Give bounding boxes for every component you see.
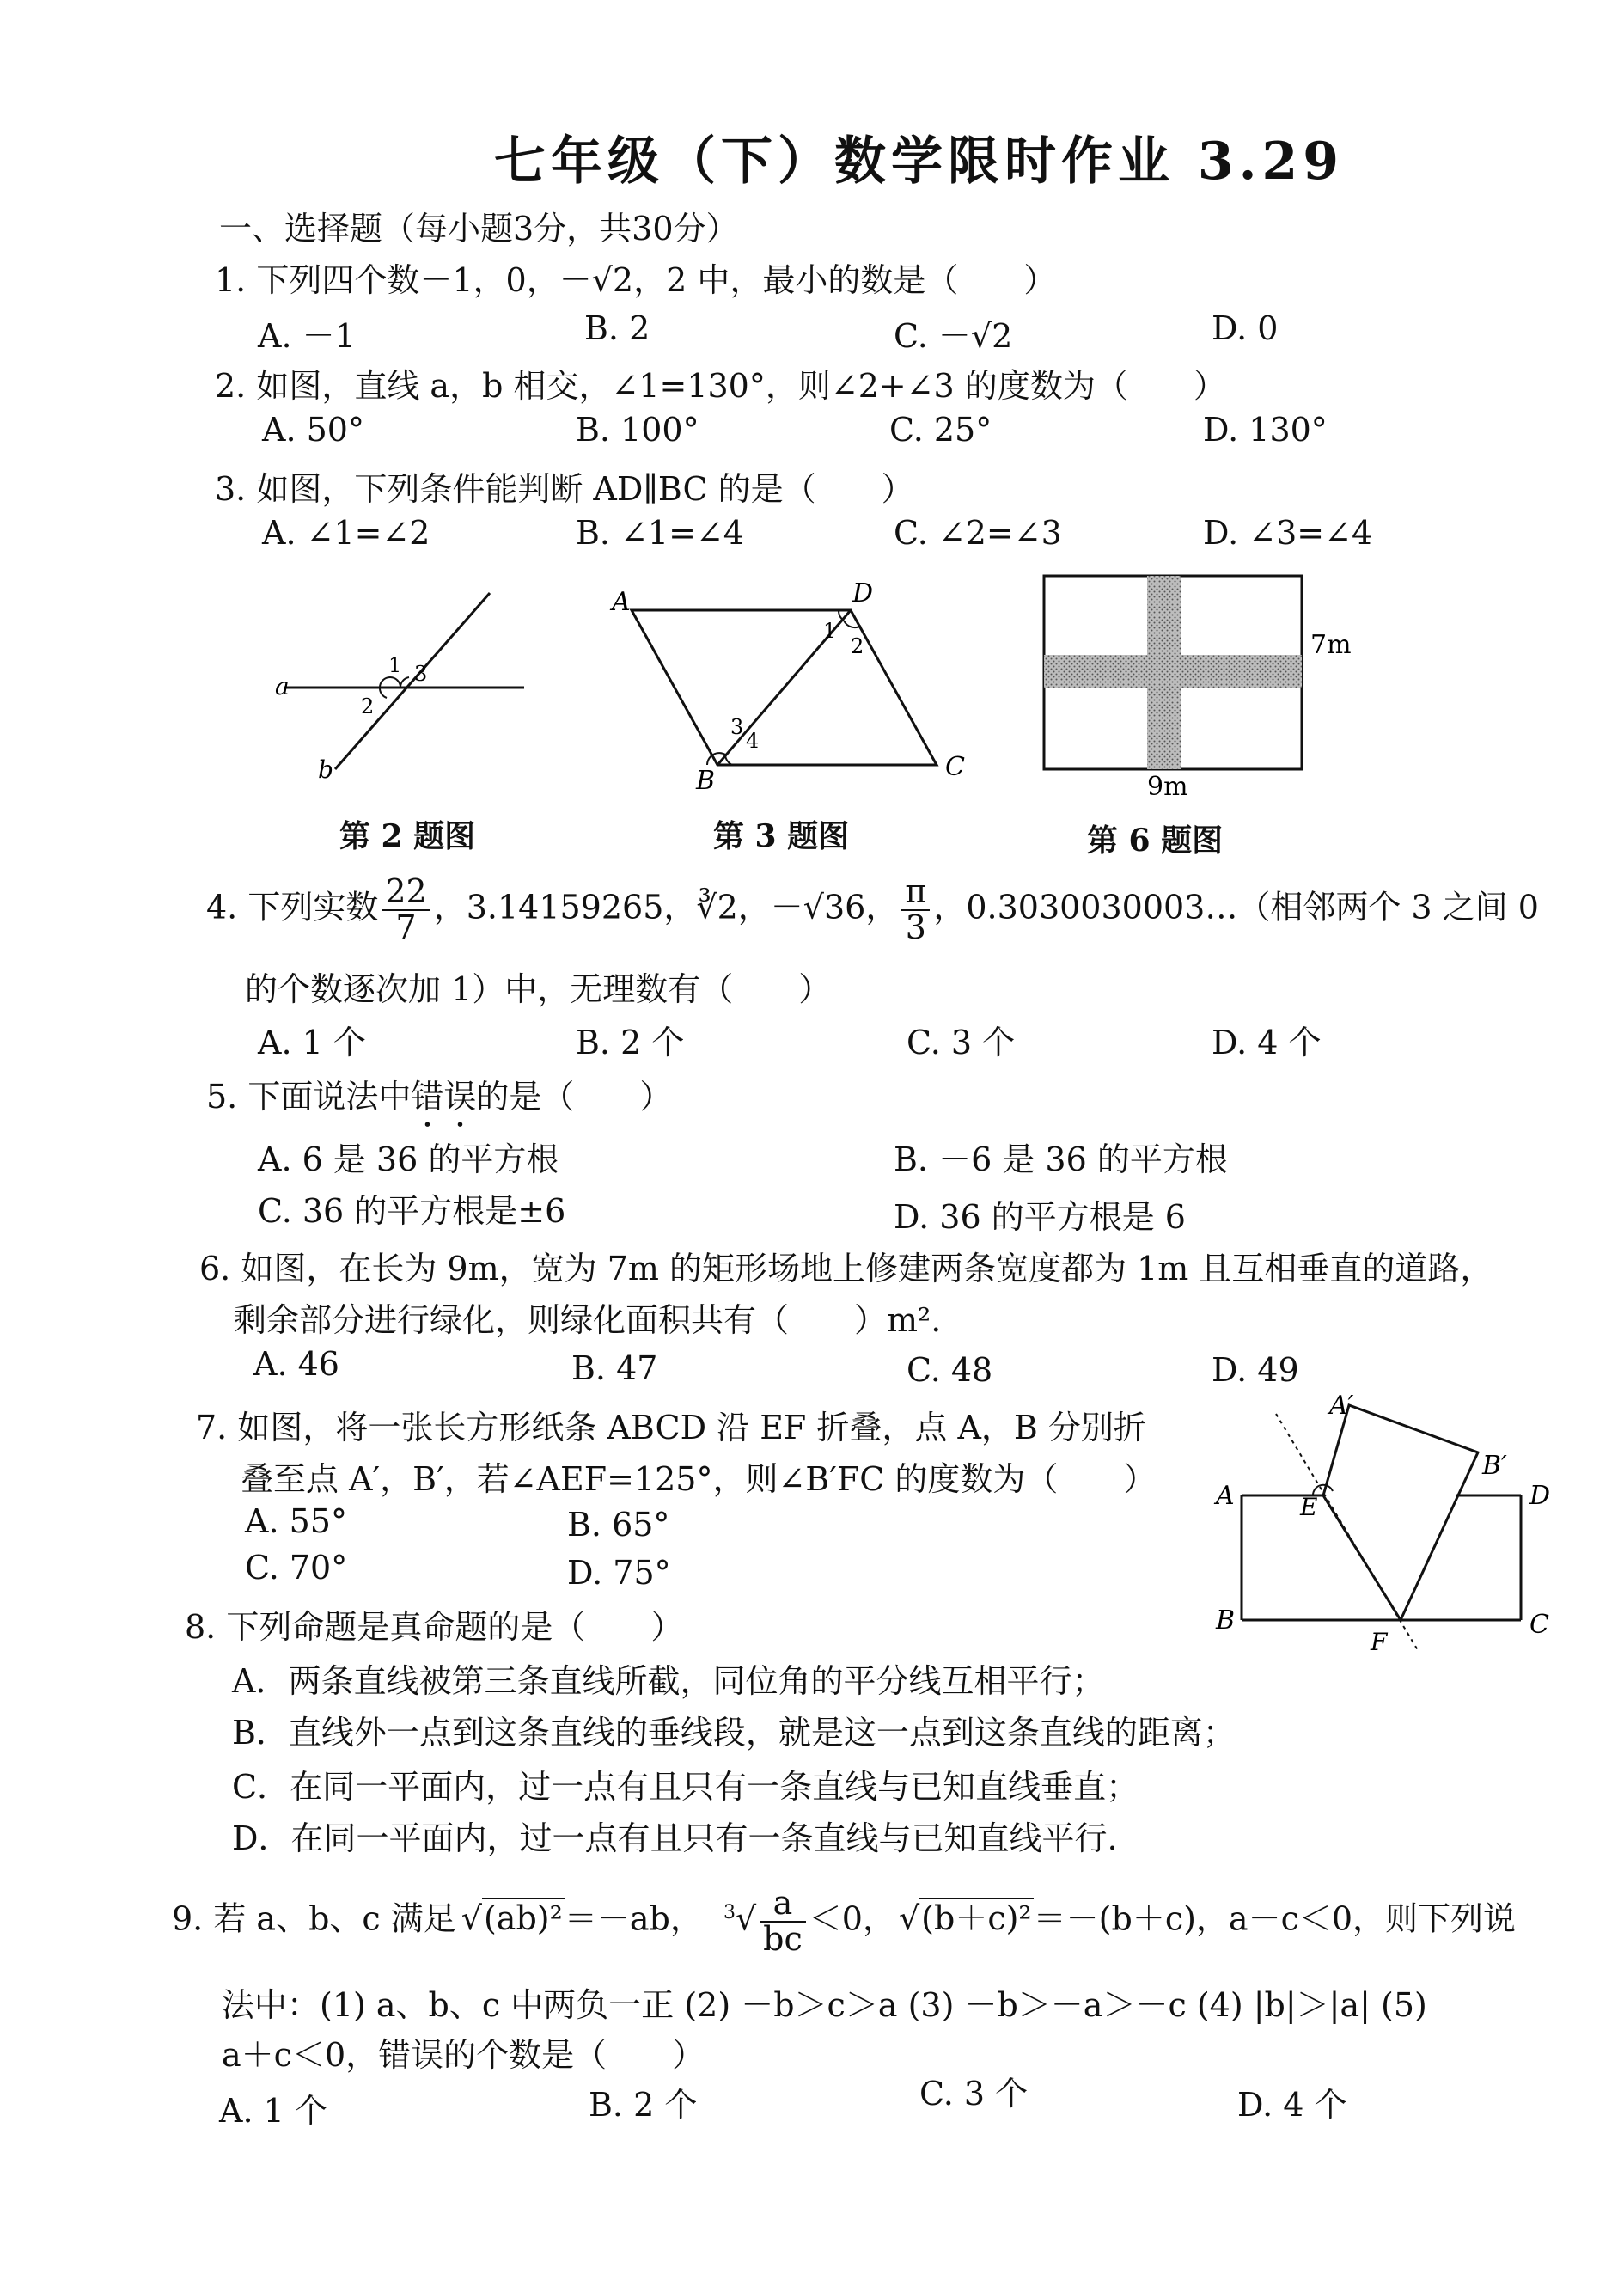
q9-d: ＝－(b＋c)，a－c＜0，则下列说 <box>1033 1899 1517 1938</box>
q3-option-b: B. ∠1=∠4 <box>576 514 744 552</box>
angle-1-label: 1 <box>388 653 402 677</box>
q9-option-c: C. 3 个 <box>919 2075 1029 2113</box>
q4-option-d: D. 4 个 <box>1212 1024 1322 1061</box>
q5-stem <box>206 1070 672 1134</box>
q8-option-d: D．在同一平面内，过一点有且只有一条直线与已知直线平行. <box>232 1819 1118 1857</box>
width-label: 9m <box>1147 772 1188 799</box>
q8-option-a: A．两条直线被第三条直线所截，同位角的平分线互相平行； <box>232 1662 1105 1700</box>
q6-option-c: C. 48 <box>907 1351 993 1389</box>
label-A: A <box>612 587 631 617</box>
angle-2-label: 2 <box>851 634 864 658</box>
label-A-prime: A′ <box>1329 1391 1354 1421</box>
label-B-prime: B′ <box>1482 1451 1507 1481</box>
q3-option-c: C. ∠2=∠3 <box>894 514 1062 552</box>
q4-part1: 4. 下列实数 <box>206 888 379 926</box>
q4-line1 <box>206 872 1539 946</box>
section-heading: 一、选择题（每小题3分，共30分） <box>219 210 739 248</box>
q1-option-d: D. 0 <box>1212 309 1279 347</box>
q4-option-c: C. 3 个 <box>907 1024 1016 1061</box>
figure-3-caption: 第 3 题图 <box>713 818 850 854</box>
q3-option-a: A. ∠1=∠2 <box>262 514 430 552</box>
figure-2-intersecting-lines <box>258 584 541 791</box>
q1-option-a: A. －1 <box>258 317 356 355</box>
q7-option-b: B. 65° <box>567 1506 670 1544</box>
angle-2-label: 2 <box>361 694 375 718</box>
angle-3-label: 3 <box>414 662 428 686</box>
q9-a: 9. 若 a、b、c 满足 <box>172 1899 456 1938</box>
q9-option-a: A. 1 个 <box>219 2092 327 2130</box>
q5-option-c: C. 36 的平方根是±6 <box>258 1192 566 1230</box>
q4-fraction <box>382 872 430 946</box>
q7-line1: 7. 如图，将一张长方形纸条 ABCD 沿 EF 折叠，点 A，B 分别折 <box>196 1409 1146 1446</box>
q7-option-a: A. 55° <box>245 1502 347 1540</box>
q4-option-b: B. 2 个 <box>576 1024 685 1061</box>
figure-2-caption: 第 2 题图 <box>339 818 476 854</box>
label-F: F <box>1371 1628 1388 1656</box>
q9-c: ＜0， <box>809 1899 895 1938</box>
q5-option-d: D. 36 的平方根是 6 <box>894 1198 1186 1236</box>
label-E: E <box>1300 1493 1318 1521</box>
q4-pi-fraction <box>901 872 930 946</box>
label-B: B <box>1216 1605 1236 1636</box>
horizontal-road <box>1044 655 1302 688</box>
q5-emphasis: 错误 <box>411 1078 477 1116</box>
q6-line2: 剩余部分进行绿化，则绿化面积共有（ ）m². <box>234 1301 942 1339</box>
figure-6-rectangle-field <box>1027 567 1371 799</box>
q9-line2: 法中：(1) a、b、c 中两负一正 (2) －b＞c＞a (3) －b＞－a＞－c (4) |b|＞|a| (5) <box>222 1986 1427 2024</box>
q4-pi-den: 3 <box>905 908 926 946</box>
q7-line2: 叠至点 A′，B′，若∠AEF=125°，则∠B′FC 的度数为（ ） <box>241 1460 1157 1498</box>
q2-option-c: C. 25° <box>889 411 992 449</box>
q5-option-b: B. －6 是 36 的平方根 <box>894 1140 1228 1178</box>
q2-option-d: D. 130° <box>1203 411 1328 449</box>
label-D: D <box>852 578 874 608</box>
q9-line3: a＋c＜0，错误的个数是（ ） <box>222 2036 705 2074</box>
q3-stem: 3. 如图，下列条件能判断 AD∥BC 的是（ ） <box>215 470 914 508</box>
q6-option-d: D. 49 <box>1212 1351 1299 1389</box>
q4-frac-den: 7 <box>395 908 417 946</box>
label-C: C <box>945 752 965 782</box>
angle-1-label: 1 <box>823 619 837 643</box>
q1-option-c: C. －√2 <box>894 317 1013 355</box>
q9-frac-den: bc <box>763 1919 803 1958</box>
q3-option-d: D. ∠3=∠4 <box>1203 514 1373 552</box>
q5-pre: 5. 下面说法中 <box>206 1078 412 1116</box>
q7-option-d: D. 75° <box>567 1554 671 1592</box>
q1-stem: 1. 下列四个数－1，0，－√2，2 中，最小的数是（ ） <box>215 261 1057 299</box>
q4-frac-num: 22 <box>382 875 430 911</box>
height-label: 7m <box>1310 630 1352 660</box>
q9-option-d: D. 4 个 <box>1237 2086 1347 2124</box>
q8-option-b: B．直线外一点到这条直线的垂线段，就是这一点到这条直线的距离； <box>232 1714 1236 1752</box>
figure-3-parallelogram <box>593 576 980 791</box>
q8-option-c: C．在同一平面内，过一点有且只有一条直线与已知直线垂直； <box>232 1768 1139 1806</box>
angle-3-label: 3 <box>730 715 744 739</box>
q8-stem: 8. 下列命题是真命题的是（ ） <box>185 1608 684 1646</box>
q2-option-b: B. 100° <box>576 411 699 449</box>
q7-option-c: C. 70° <box>245 1549 348 1587</box>
q1-option-b: B. 2 <box>584 309 650 347</box>
q5-option-a: A. 6 是 36 的平方根 <box>258 1140 559 1178</box>
label-A: A <box>1216 1481 1235 1511</box>
q6-option-b: B. 47 <box>571 1349 658 1387</box>
q6-line1: 6. 如图，在长为 9m，宽为 7m 的矩形场地上修建两条宽度都为 1m 且互相垂直的道路， <box>199 1250 1493 1287</box>
label-C: C <box>1529 1610 1549 1640</box>
page-title: 七年级（下）数学限时作业 3.29 <box>494 131 1345 192</box>
q9-line1: 9. 若 a、b、c 满足 √(ab)²＝－ab， $^3$√ $\frac{a}{bc}$ ＜0， √(b＋c)²＝－(b＋c)，a－c＜0，则下列说 <box>172 1884 1517 1958</box>
q9-cube-index: 3 <box>723 1901 736 1923</box>
label-B: B <box>696 766 716 791</box>
q9-sqrt1: (ab)² <box>483 1899 563 1938</box>
label-a: a <box>275 672 290 700</box>
q9-sqrt2: (b＋c)² <box>921 1899 1032 1938</box>
q4-option-a: A. 1 个 <box>258 1024 366 1061</box>
figure-6-caption: 第 6 题图 <box>1087 822 1224 859</box>
angle-4-label: 4 <box>746 729 760 753</box>
q9-b: ＝－ab， <box>564 1899 703 1938</box>
q4-part3: ，0.3030030003…（相邻两个 3 之间 0 <box>933 888 1539 926</box>
q2-option-a: A. 50° <box>262 411 364 449</box>
figure-7-folded-strip <box>1199 1388 1568 1663</box>
q4-pi-num: π <box>901 875 930 911</box>
q6-option-a: A. 46 <box>253 1345 339 1383</box>
q5-post: 的是（ ） <box>476 1078 673 1116</box>
line-b <box>335 593 490 769</box>
q2-stem: 2. 如图，直线 a，b 相交，∠1=130°，则∠2+∠3 的度数为（ ） <box>215 367 1226 405</box>
q4-part2: ，3.14159265，∛2，－√36， <box>433 888 899 926</box>
q4-line2: 的个数逐次加 1）中，无理数有（ ） <box>245 970 832 1008</box>
q9-fraction <box>760 1886 806 1957</box>
q9-option-b: B. 2 个 <box>589 2086 698 2124</box>
label-b: b <box>318 755 333 784</box>
q9-frac-num: a <box>760 1886 806 1923</box>
label-D: D <box>1529 1481 1551 1511</box>
